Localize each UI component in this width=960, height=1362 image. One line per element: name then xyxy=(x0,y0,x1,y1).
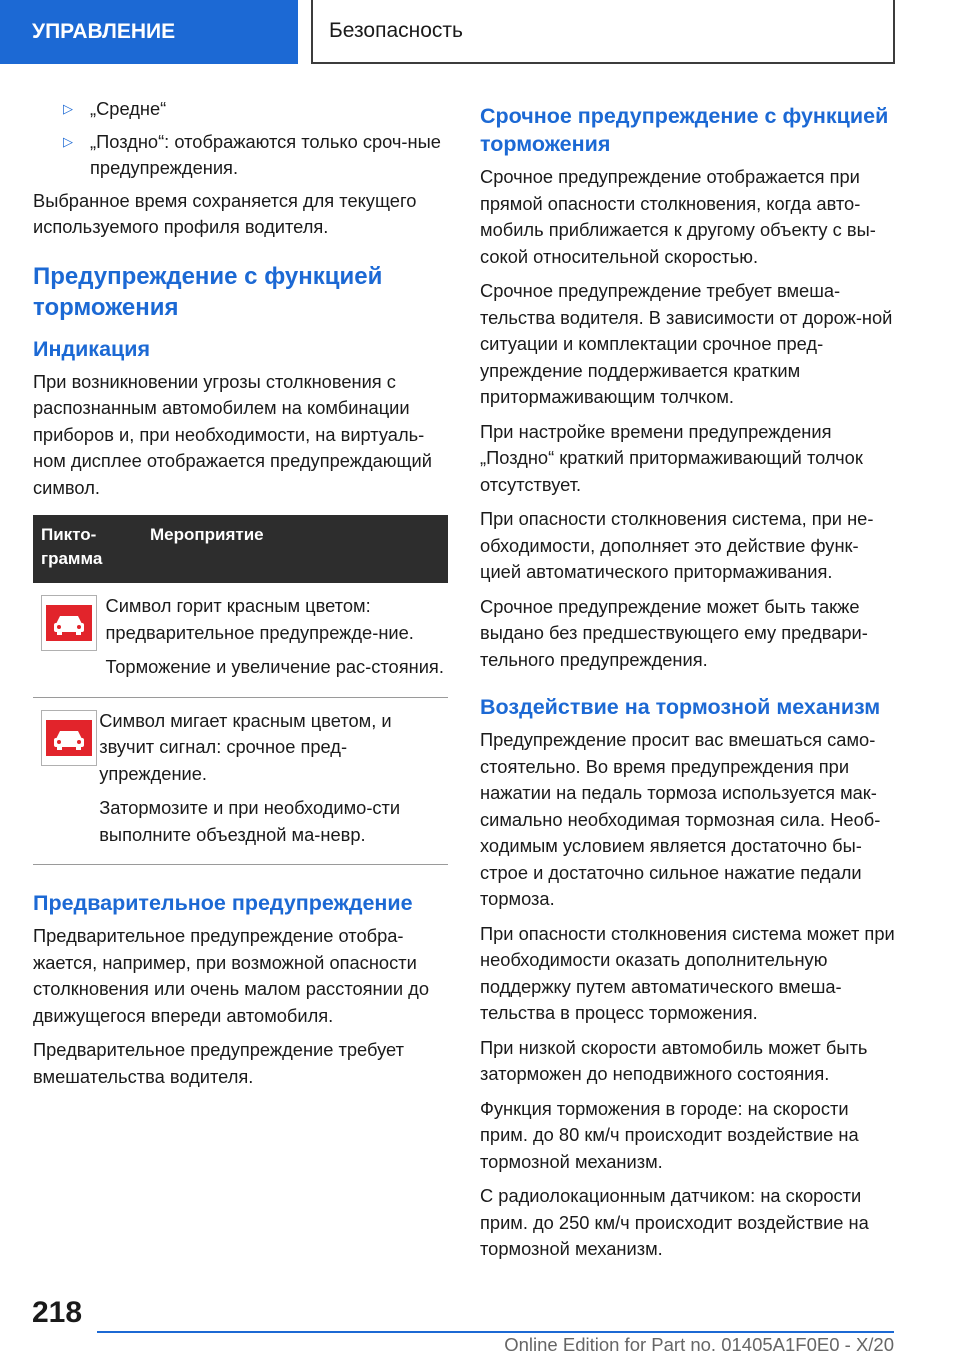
list-item xyxy=(33,129,448,182)
section-tab: УПРАВЛЕНИЕ xyxy=(0,0,298,64)
red-car-warning-icon xyxy=(41,710,97,766)
list-item xyxy=(33,96,448,123)
table-row xyxy=(33,583,448,698)
page-section-title: Безопасность xyxy=(311,0,895,64)
paragraph: Срочное предупреждение может быть также выдано без предшествующего ему предвари-тельного предупреждения. xyxy=(480,595,868,670)
cell-text: Затормозите и при необходимо-сти выполните объездной ма-невр. xyxy=(99,797,401,845)
page-number: 218 xyxy=(32,1296,83,1329)
paragraph: При настройке времени предупреждения „Поздно“ краткий притормаживающий толчок отсутствует. xyxy=(480,420,863,495)
subsection-heading: Воздействие на тормозной механизм xyxy=(480,695,881,719)
cell-text: Символ горит красным цветом: предварительное предупрежде-ние. xyxy=(105,595,414,643)
paragraph: Срочное предупреждение отображается при прямой опасности столкновения, когда авто-мобиль приближается к другому объекту с вы-сокой относительной скоростью. xyxy=(480,166,876,267)
paragraph: При опасности столкновения система может при необходимости оказать дополнительную поддержку путем автоматического вмеша-тельства в процесс торможения. xyxy=(480,922,895,1023)
paragraph: Предупреждение просит вас вмешаться само-стоятельно. Во время предупреждения при нажатии на педаль тормоза используется мак-симально необходимая тормозная сила. Необ-ходимым условием является достаточно бы-строе и достаточно сильное нажатие педали тормоза. xyxy=(480,729,881,909)
list-item-text: „Поздно“: отображаются только сроч-ные предупреждения. xyxy=(90,130,441,178)
paragraph: С радиолокационным датчиком: на скорости прим. до 250 км/ч происходит воздействие на тормозной механизм. xyxy=(480,1185,869,1259)
table-row xyxy=(33,698,448,866)
list-item-text: „Средне“ xyxy=(90,98,167,119)
paragraph: Предварительное предупреждение отобра-жается, например, при возможной опасности столкновения или очень малом расстоянии до движущегося впереди автомобиля. xyxy=(33,925,429,1026)
cell-text: Торможение и увеличение рас-стояния. xyxy=(105,656,444,677)
triangle-bullet-icon: ▷ xyxy=(63,101,73,116)
cell-text: Символ мигает красным цветом, и звучит сигнал: срочное пред-упреждение. xyxy=(99,709,392,784)
right-column xyxy=(480,96,895,1271)
subsection-heading: Индикация xyxy=(33,336,151,361)
paragraph: Выбранное время сохраняется для текущего используемого профиля водителя. xyxy=(33,189,417,237)
table-cell xyxy=(99,708,448,857)
subsection-heading: Срочное предупреждение с функцией торможения xyxy=(480,104,889,156)
column-header-action: Мероприятие xyxy=(150,525,264,544)
table-header xyxy=(33,515,448,583)
edition-link[interactable]: Online Edition for Part no. 01405A1F0E0 - X/20 xyxy=(504,1334,894,1355)
paragraph: Предварительное предупреждение требует вмешательства водителя. xyxy=(33,1039,404,1087)
paragraph: При возникновении угрозы столкновения с распознанным автомобилем на комбинации приборов и, при необходимости, на виртуаль-ном дисплее отображается предупреждающий символ. xyxy=(33,370,432,498)
section-heading: Предупреждение с функцией торможения xyxy=(33,262,383,321)
table-cell xyxy=(106,593,448,689)
paragraph: Функция торможения в городе: на скорости прим. до 80 км/ч происходит воздействие на тормозной механизм. xyxy=(480,1097,859,1172)
subsection-heading: Предварительное предупреждение xyxy=(33,891,413,915)
red-car-warning-icon xyxy=(41,595,97,651)
footer-divider xyxy=(97,1331,894,1333)
column-header-pictogram: Пикто-грамма xyxy=(41,525,103,568)
paragraph: Срочное предупреждение требует вмеша-тельства водителя. В зависимости от дорож-ной ситуации и комплектации срочное пред-упреждение поддерживается кратким притормаживающим толчком. xyxy=(480,280,893,407)
triangle-bullet-icon: ▷ xyxy=(63,133,73,149)
paragraph: При низкой скорости автомобиль может быть заторможен до неподвижного состояния. xyxy=(480,1036,868,1084)
paragraph: При опасности столкновения система, при не-обходимости, дополняет это действие функ-цией автоматического притормаживания. xyxy=(480,508,874,582)
left-column xyxy=(33,96,448,1098)
